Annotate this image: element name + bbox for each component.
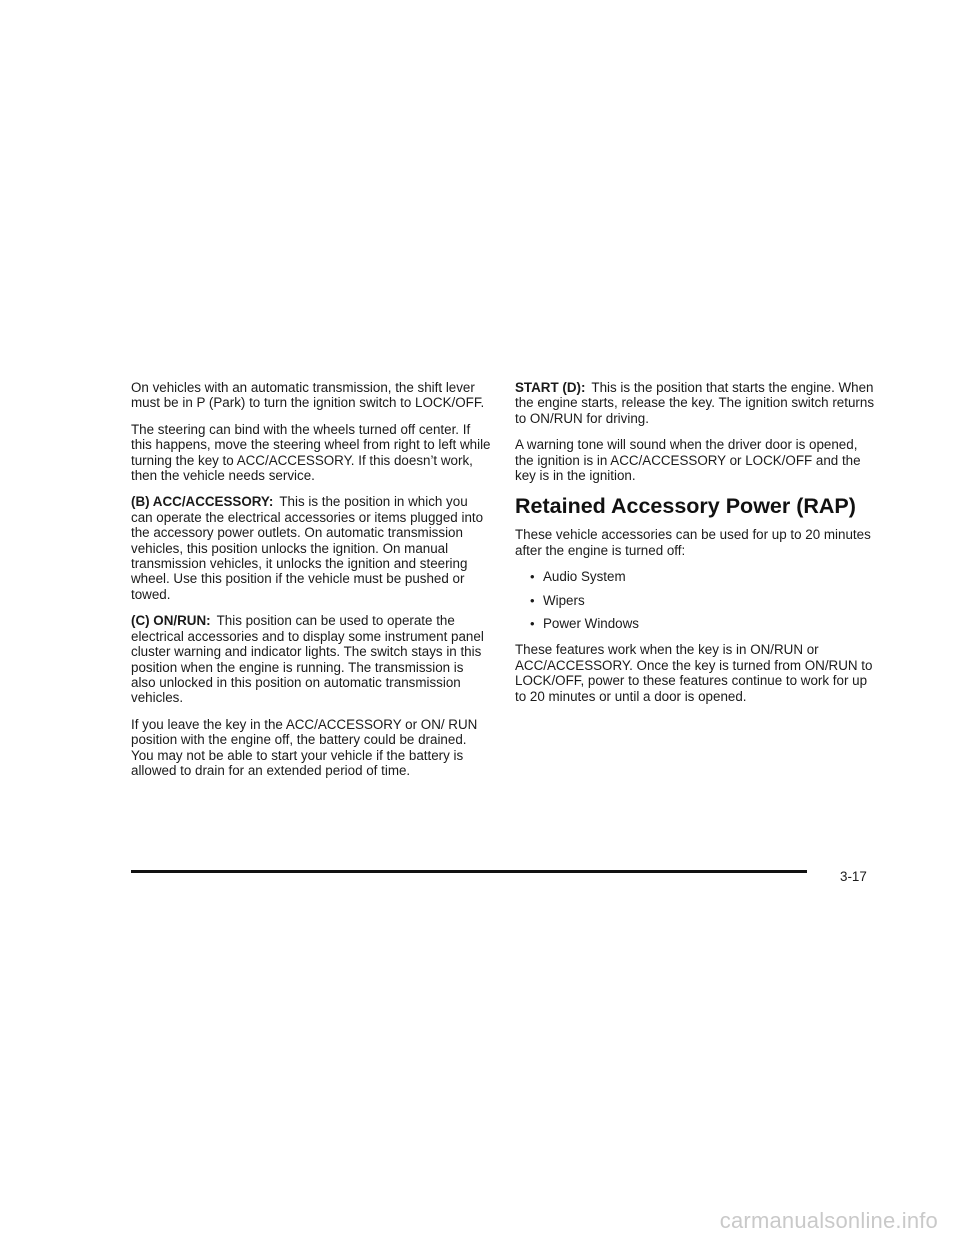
paragraph-battery-drain: If you leave the key in the ACC/ACCESSORY or ON/ RUN position with the engine off, the battery could be drained. You may not be able to start your vehicle if the battery is allowed to drain for an extended period of time. xyxy=(131,716,478,778)
paragraph-rap-intro: These vehicle accessories can be used for up to 20 minutes after the engine is turned off: xyxy=(515,527,871,558)
acc-accessory-label: (B) ACC/ACCESSORY: xyxy=(131,494,274,510)
section-heading-rap: Retained Accessory Power (RAP) xyxy=(515,494,856,519)
paragraph-start xyxy=(515,380,875,426)
right-column xyxy=(515,380,875,715)
paragraph-acc-accessory xyxy=(131,494,491,602)
list-item: • Power Windows xyxy=(530,616,639,632)
on-run-text: This position can be used to operate the electrical accessories and to display some instrument panel cluster warning and indicator lights. The switch stays in this position when the engine is running. The transmission is also unlocked in this position on automatic transmission vehicles. xyxy=(131,613,484,706)
paragraph-steering-bind: The steering can bind with the wheels turned off center. If this happens, move the steering wheel from right to left while turning the key to ACC/ACCESSORY. If this doesn’t work, then the vehicle needs service. xyxy=(131,421,491,484)
list-item: • Wipers xyxy=(530,592,585,608)
bullet-icon: • xyxy=(530,569,535,585)
paragraph-warning-tone: A warning tone will sound when the driver door is opened, the ignition is in ACC/ACCESSORY or LOCK/OFF and the key is in the ignition. xyxy=(515,437,861,484)
paragraph-rap-outro: These features work when the key is in ON/RUN or ACC/ACCESSORY. Once the key is turned from ON/RUN to LOCK/OFF, power to these features continue to work for up to 20 minutes or until a door is opened. xyxy=(515,642,873,704)
paragraph-shift-lever: On vehicles with an automatic transmission, the shift lever must be in P (Park) to turn the ignition switch to LOCK/OFF. xyxy=(131,380,485,411)
accessory-list xyxy=(515,569,875,631)
on-run-label: (C) ON/RUN: xyxy=(131,613,211,629)
acc-accessory-text: This is the position in which you can operate the electrical accessories or items plugged into the accessory power outlets. On automatic transmission vehicles, this position unlocks the ignition. On manual transmission vehicles, it unlocks the ignition and steering wheel. Use this position if the vehicle must be pushed or towed. xyxy=(131,494,484,602)
start-label: START (D): xyxy=(515,380,586,395)
start-text: This is the position that starts the engine. When the engine starts, release the key. The ignition switch returns to ON/RUN for driving. xyxy=(515,380,875,426)
left-column xyxy=(131,380,491,789)
bullet-icon: • xyxy=(530,592,535,608)
page-number: 3-17 xyxy=(840,869,867,884)
watermark[interactable]: carmanualsonline.info xyxy=(719,1208,938,1233)
list-item: • Audio System xyxy=(530,569,626,585)
bullet-icon: • xyxy=(530,616,535,632)
paragraph-on-run xyxy=(131,613,491,705)
footer-rule xyxy=(131,870,807,873)
